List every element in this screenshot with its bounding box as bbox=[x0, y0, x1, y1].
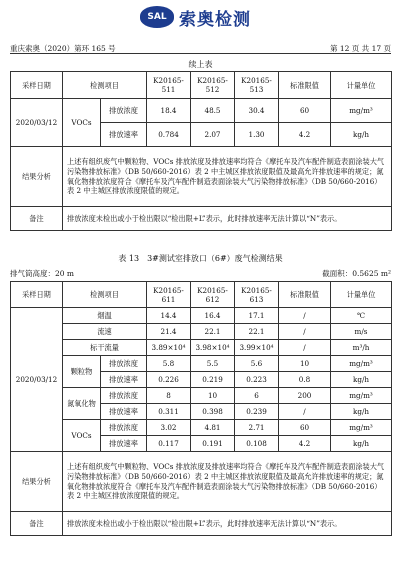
value-cell: 3.89×10⁴ bbox=[147, 340, 191, 356]
param: 排放速率 bbox=[101, 436, 147, 452]
unit-cell: kg/h bbox=[331, 436, 392, 452]
note-text: 排放浓度未检出或小于检出限以“检出限+L”表示，此时排放速率无法计算以“N”表示。 bbox=[63, 512, 392, 536]
limit-cell: 60 bbox=[279, 420, 331, 436]
value-cell: 4.81 bbox=[191, 420, 235, 436]
table-row bbox=[11, 356, 392, 372]
page-number: 第 12 页 共 17 页 bbox=[329, 44, 391, 53]
value-cell: 0.784 bbox=[147, 123, 191, 147]
unit-cell: mg/m³ bbox=[331, 388, 392, 404]
unit-cell: m/s bbox=[331, 324, 392, 340]
note-label: 备注 bbox=[11, 207, 63, 231]
value-cell: 2.07 bbox=[191, 123, 235, 147]
header-sample: K20165-611 bbox=[147, 282, 191, 308]
value-cell: 0.223 bbox=[235, 372, 279, 388]
value-cell: 5.5 bbox=[191, 356, 235, 372]
value-cell: 0.108 bbox=[235, 436, 279, 452]
item-name: 烟温 bbox=[63, 308, 147, 324]
limit-cell: / bbox=[279, 324, 331, 340]
table2 bbox=[10, 281, 392, 536]
header-unit: 计量单位 bbox=[331, 282, 392, 308]
note-text: 排放浓度未检出或小于检出限以“检出限+L”表示，此时排放速率无法计算以“N”表示。 bbox=[63, 207, 392, 231]
analysis-label: 结果分析 bbox=[11, 452, 63, 512]
value-cell: 22.1 bbox=[191, 324, 235, 340]
value-cell: 3.98×10⁴ bbox=[191, 340, 235, 356]
header-sample: K20165-513 bbox=[235, 72, 279, 99]
value-cell: 18.4 bbox=[147, 99, 191, 123]
header-sample: K20165-511 bbox=[147, 72, 191, 99]
item-name: VOCs bbox=[63, 99, 101, 147]
analysis-text: 上述有组织废气中颗粒物、VOCs 排放浓度及排放速率均符合《摩托车及汽车配件制造表面涂装大气污染物排放标准》（DB 50/660-2016）表 2 中主城区排放浓度限值及最高允许排放速率的规定；氮氧化物排放浓度符合《摩托车及汽车配件制造表面涂装大气污染物排放标准》（DB 50/660-2016）表 2 中主城区排放浓度限值的规定。 bbox=[63, 452, 392, 512]
table-row bbox=[11, 99, 392, 123]
header-limit: 标准限值 bbox=[279, 72, 331, 99]
unit-cell: mg/m³ bbox=[331, 356, 392, 372]
value-cell: 0.226 bbox=[147, 372, 191, 388]
value-cell: 8 bbox=[147, 388, 191, 404]
value-cell: 3.99×10⁴ bbox=[235, 340, 279, 356]
item-name: 颗粒物 bbox=[63, 356, 101, 388]
report-number: 重庆索奥（2020）第环 165 号 bbox=[10, 44, 116, 53]
value-cell: 0.191 bbox=[191, 436, 235, 452]
param: 排放浓度 bbox=[101, 356, 147, 372]
value-cell: 2.71 bbox=[235, 420, 279, 436]
limit-cell: / bbox=[279, 308, 331, 324]
header-sample: K20165-612 bbox=[191, 282, 235, 308]
analysis-text: 上述有组织废气中颗粒物、VOCs 排放浓度及排放速率均符合《摩托车及汽车配件制造表面涂装大气污染物排放标准》（DB 50/660-2016）表 2 中主城区排放浓度限值及最高允许排放速率的规定；氮氧化物排放浓度符合《摩托车及汽车配件制造表面涂装大气污染物排放标准》（DB 50/660-2016）表 2 中主城区排放浓度限值的规定。 bbox=[63, 147, 392, 207]
table-row bbox=[11, 324, 392, 340]
unit-cell: kg/h bbox=[331, 123, 392, 147]
value-cell: 1.30 bbox=[235, 123, 279, 147]
unit-cell: ℃ bbox=[331, 308, 392, 324]
param: 排放浓度 bbox=[101, 388, 147, 404]
table1-caption: 续上表 bbox=[188, 60, 213, 69]
logo-badge: SAL bbox=[140, 6, 174, 28]
header-item: 检测项目 bbox=[63, 72, 147, 99]
value-cell: 0.398 bbox=[191, 404, 235, 420]
table1-header-row bbox=[11, 72, 392, 99]
value-cell: 48.5 bbox=[191, 99, 235, 123]
company-name: 索奥检测 bbox=[179, 9, 251, 30]
unit-cell: m³/h bbox=[331, 340, 392, 356]
analysis-label: 结果分析 bbox=[11, 147, 63, 207]
item-name: 标干流量 bbox=[63, 340, 147, 356]
value-cell: 21.4 bbox=[147, 324, 191, 340]
param: 排放浓度 bbox=[101, 420, 147, 436]
limit-cell: 0.8 bbox=[279, 372, 331, 388]
item-name: 流速 bbox=[63, 324, 147, 340]
table2-caption: 表 13 3#测试室排放口（6#）废气检测结果 bbox=[118, 254, 283, 263]
sampling-date: 2020/03/12 bbox=[11, 308, 63, 452]
unit-cell: kg/h bbox=[331, 404, 392, 420]
note-row bbox=[11, 512, 392, 536]
analysis-row bbox=[11, 452, 392, 512]
header-sample: K20165-512 bbox=[191, 72, 235, 99]
limit-cell: / bbox=[279, 404, 331, 420]
header-date: 采样日期 bbox=[11, 282, 63, 308]
param: 排放速率 bbox=[101, 404, 147, 420]
value-cell: 0.311 bbox=[147, 404, 191, 420]
item-name: 氮氧化物 bbox=[63, 388, 101, 420]
analysis-row bbox=[11, 147, 392, 207]
value-cell: 16.4 bbox=[191, 308, 235, 324]
value-cell: 0.239 bbox=[235, 404, 279, 420]
param: 排放速率 bbox=[101, 123, 147, 147]
company-logo bbox=[140, 6, 251, 28]
header-divider bbox=[10, 53, 391, 54]
value-cell: 0.117 bbox=[147, 436, 191, 452]
value-cell: 3.02 bbox=[147, 420, 191, 436]
table1 bbox=[10, 71, 392, 231]
value-cell: 14.4 bbox=[147, 308, 191, 324]
section-area: 截面积：0.5625 m² bbox=[322, 269, 391, 278]
limit-cell: 60 bbox=[279, 99, 331, 123]
unit-cell: mg/m³ bbox=[331, 420, 392, 436]
table2-header-row bbox=[11, 282, 392, 308]
header-unit: 计量单位 bbox=[331, 72, 392, 99]
stack-height: 排气筒高度：20 m bbox=[10, 269, 75, 278]
sampling-date: 2020/03/12 bbox=[11, 99, 63, 147]
value-cell: 5.6 bbox=[235, 356, 279, 372]
note-label: 备注 bbox=[11, 512, 63, 536]
param: 排放浓度 bbox=[101, 99, 147, 123]
value-cell: 10 bbox=[191, 388, 235, 404]
header-sample: K20165-613 bbox=[235, 282, 279, 308]
header-limit: 标准限值 bbox=[279, 282, 331, 308]
table-row bbox=[11, 340, 392, 356]
value-cell: 6 bbox=[235, 388, 279, 404]
limit-cell: 4.2 bbox=[279, 436, 331, 452]
value-cell: 0.219 bbox=[191, 372, 235, 388]
value-cell: 5.8 bbox=[147, 356, 191, 372]
note-row bbox=[11, 207, 392, 231]
limit-cell: 4.2 bbox=[279, 123, 331, 147]
table-row bbox=[11, 308, 392, 324]
limit-cell: / bbox=[279, 340, 331, 356]
header-date: 采样日期 bbox=[11, 72, 63, 99]
header-item: 检测项目 bbox=[63, 282, 147, 308]
limit-cell: 10 bbox=[279, 356, 331, 372]
unit-cell: kg/h bbox=[331, 372, 392, 388]
value-cell: 22.1 bbox=[235, 324, 279, 340]
param: 排放速率 bbox=[101, 372, 147, 388]
item-name: VOCs bbox=[63, 420, 101, 452]
value-cell: 17.1 bbox=[235, 308, 279, 324]
unit-cell: mg/m³ bbox=[331, 99, 392, 123]
value-cell: 30.4 bbox=[235, 99, 279, 123]
limit-cell: 200 bbox=[279, 388, 331, 404]
table-row bbox=[11, 388, 392, 404]
table-row bbox=[11, 420, 392, 436]
